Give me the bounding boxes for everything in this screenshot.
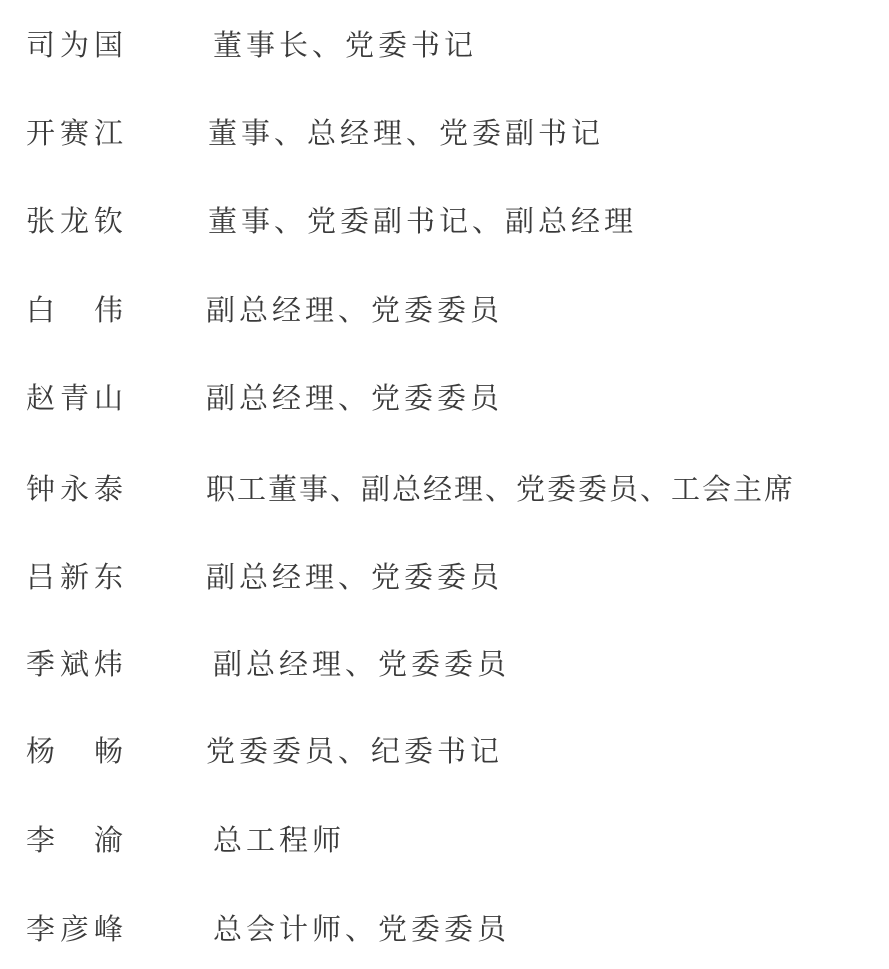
list-item bbox=[0, 557, 889, 597]
member-name: 杨 畅 bbox=[26, 734, 129, 768]
member-title: 总会计师、党委委员 bbox=[213, 912, 511, 946]
list-item bbox=[0, 909, 889, 949]
member-name: 司为国 bbox=[26, 28, 129, 62]
list-item bbox=[0, 820, 889, 860]
list-item bbox=[0, 469, 889, 509]
member-title: 董事长、党委书记 bbox=[213, 28, 478, 62]
member-name: 钟永泰 bbox=[26, 472, 129, 506]
list-item bbox=[0, 25, 889, 65]
list-item bbox=[0, 644, 889, 684]
list-item bbox=[0, 378, 889, 418]
member-name: 开赛江 bbox=[26, 116, 129, 150]
member-title: 总工程师 bbox=[213, 823, 346, 857]
member-name: 白 伟 bbox=[26, 293, 129, 327]
member-title: 副总经理、党委委员 bbox=[206, 293, 504, 327]
member-title: 董事、党委副书记、副总经理 bbox=[208, 204, 638, 238]
member-name: 李彦峰 bbox=[26, 912, 129, 946]
list-item bbox=[0, 113, 889, 153]
member-name: 吕新东 bbox=[26, 560, 129, 594]
member-name: 季斌炜 bbox=[26, 647, 129, 681]
list-item bbox=[0, 731, 889, 771]
member-name: 李 渝 bbox=[26, 823, 129, 857]
member-name: 赵青山 bbox=[26, 381, 129, 415]
member-title: 副总经理、党委委员 bbox=[206, 381, 504, 415]
member-title: 副总经理、党委委员 bbox=[206, 560, 504, 594]
member-name: 张龙钦 bbox=[26, 204, 129, 238]
member-title: 党委委员、纪委书记 bbox=[206, 734, 504, 768]
list-item bbox=[0, 201, 889, 241]
member-title: 副总经理、党委委员 bbox=[213, 647, 511, 681]
member-title: 董事、总经理、党委副书记 bbox=[208, 116, 605, 150]
list-item bbox=[0, 290, 889, 330]
member-title: 职工董事、副总经理、党委委员、工会主席 bbox=[206, 472, 796, 506]
